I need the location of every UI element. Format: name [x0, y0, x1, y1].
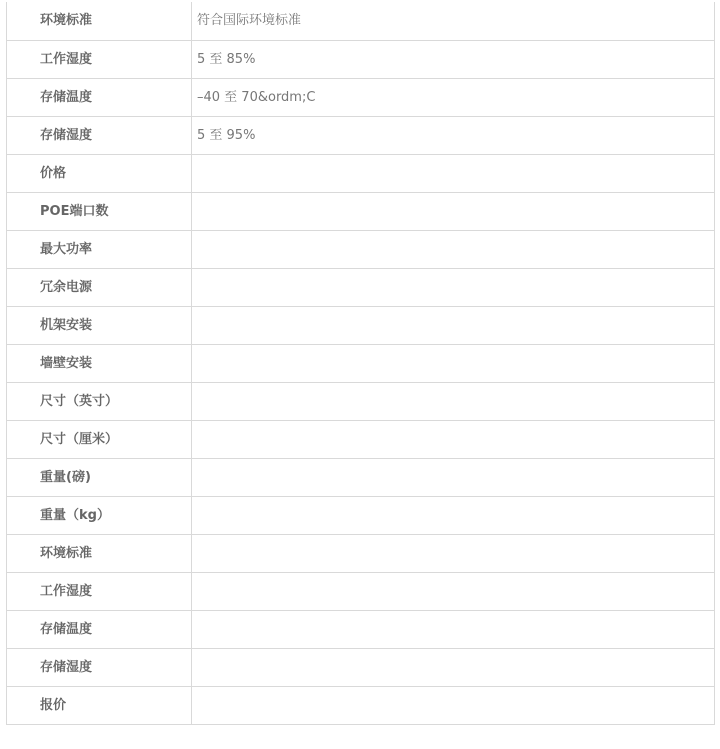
table-row	[7, 40, 715, 78]
spec-label: 存储温度	[7, 78, 192, 116]
table-row	[7, 230, 715, 268]
spec-value	[192, 382, 715, 420]
spec-value	[192, 230, 715, 268]
spec-value	[192, 420, 715, 458]
table-row	[7, 192, 715, 230]
spec-label: 报价	[7, 686, 192, 724]
table-row	[7, 268, 715, 306]
spec-label: 冗余电源	[7, 268, 192, 306]
spec-label: 存储湿度	[7, 648, 192, 686]
spec-label: 最大功率	[7, 230, 192, 268]
spec-value	[192, 686, 715, 724]
table-row	[7, 496, 715, 534]
spec-value	[192, 344, 715, 382]
spec-value	[192, 268, 715, 306]
spec-label: 价格	[7, 154, 192, 192]
spec-label: 尺寸（英寸）	[7, 382, 192, 420]
spec-value	[192, 648, 715, 686]
spec-value	[192, 610, 715, 648]
spec-value	[192, 496, 715, 534]
spec-table-body	[7, 2, 715, 724]
table-row	[7, 458, 715, 496]
spec-label: 尺寸（厘米）	[7, 420, 192, 458]
table-row	[7, 534, 715, 572]
spec-label: 重量(磅)	[7, 458, 192, 496]
table-row	[7, 306, 715, 344]
spec-value	[192, 306, 715, 344]
spec-value: 5 至 85%	[192, 40, 715, 78]
table-row	[7, 154, 715, 192]
spec-label: 环境标准	[7, 2, 192, 40]
table-row	[7, 610, 715, 648]
table-row	[7, 344, 715, 382]
spec-table	[6, 2, 715, 725]
spec-value	[192, 458, 715, 496]
spec-value	[192, 572, 715, 610]
table-row	[7, 648, 715, 686]
table-row	[7, 382, 715, 420]
table-row	[7, 78, 715, 116]
spec-value	[192, 534, 715, 572]
table-row	[7, 572, 715, 610]
spec-value: 符合国际环境标准	[192, 2, 715, 40]
spec-label: POE端口数	[7, 192, 192, 230]
spec-label: 环境标准	[7, 534, 192, 572]
spec-label: 墙壁安装	[7, 344, 192, 382]
table-row	[7, 420, 715, 458]
spec-label: 重量（kg）	[7, 496, 192, 534]
table-row	[7, 116, 715, 154]
spec-value: –40 至 70&ordm;C	[192, 78, 715, 116]
spec-label: 工作湿度	[7, 572, 192, 610]
spec-label: 工作湿度	[7, 40, 192, 78]
spec-label: 机架安装	[7, 306, 192, 344]
spec-label: 存储湿度	[7, 116, 192, 154]
spec-value	[192, 192, 715, 230]
table-row	[7, 686, 715, 724]
spec-value	[192, 154, 715, 192]
spec-label: 存储温度	[7, 610, 192, 648]
spec-value: 5 至 95%	[192, 116, 715, 154]
table-row	[7, 2, 715, 40]
